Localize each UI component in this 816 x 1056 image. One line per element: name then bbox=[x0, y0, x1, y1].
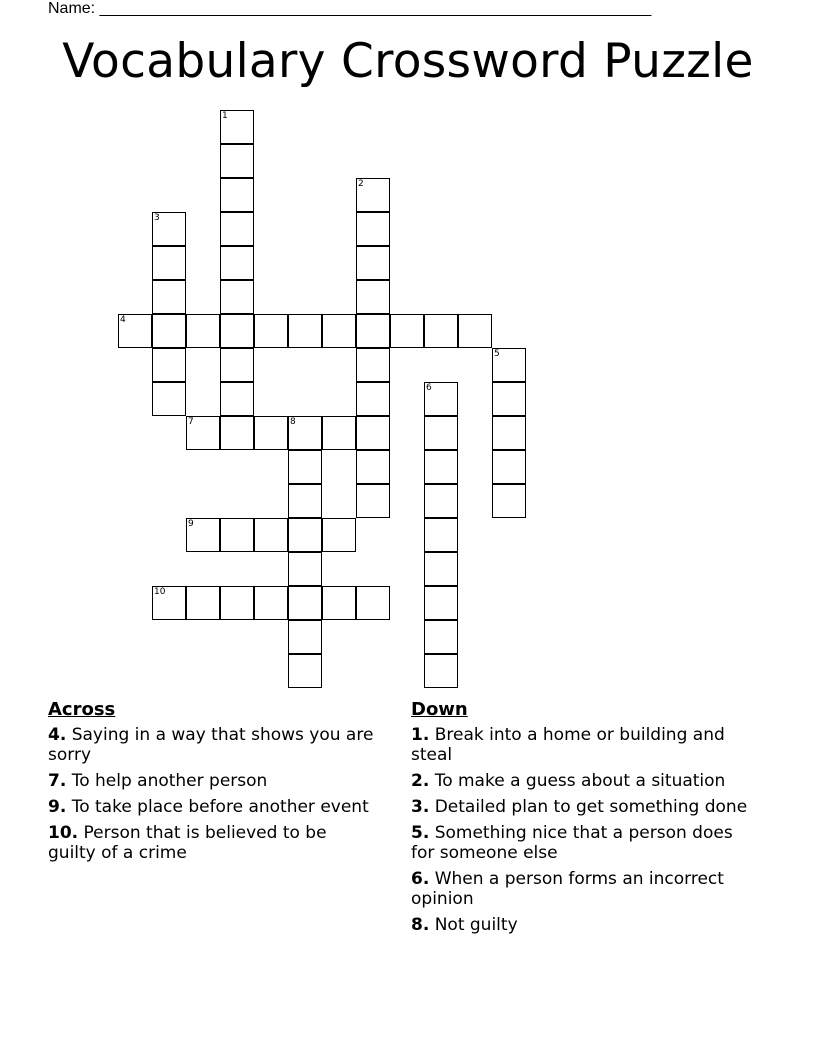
grid-cell[interactable] bbox=[322, 518, 356, 552]
cell-number: 10 bbox=[154, 587, 166, 597]
page-title: Vocabulary Crossword Puzzle bbox=[62, 34, 754, 89]
clue-number: 5. bbox=[411, 823, 430, 843]
grid-cell[interactable] bbox=[152, 212, 186, 246]
grid-cell[interactable] bbox=[492, 484, 526, 518]
grid-cell[interactable] bbox=[356, 450, 390, 484]
grid-cell[interactable] bbox=[492, 450, 526, 484]
grid-cell[interactable] bbox=[220, 280, 254, 314]
cell-number: 6 bbox=[426, 383, 432, 393]
grid-cell[interactable] bbox=[288, 586, 322, 620]
cell-number: 5 bbox=[494, 349, 500, 359]
cell-number: 8 bbox=[290, 417, 296, 427]
grid-cell[interactable] bbox=[356, 246, 390, 280]
grid-cell[interactable] bbox=[356, 484, 390, 518]
clue-number: 1. bbox=[411, 725, 430, 745]
grid-cell[interactable] bbox=[356, 416, 390, 450]
grid-cell[interactable] bbox=[322, 586, 356, 620]
clue-text: Break into a home or building and steal bbox=[411, 725, 725, 765]
grid-cell[interactable] bbox=[322, 416, 356, 450]
grid-cell[interactable] bbox=[254, 314, 288, 348]
grid-cell[interactable] bbox=[152, 382, 186, 416]
clue-text: When a person forms an incorrect opinion bbox=[411, 869, 724, 909]
grid-cell[interactable] bbox=[220, 144, 254, 178]
down-heading: Down bbox=[411, 699, 468, 720]
grid-cell[interactable] bbox=[424, 620, 458, 654]
across-heading: Across bbox=[48, 699, 116, 720]
clue-down-3 bbox=[411, 797, 756, 817]
grid-cell[interactable] bbox=[424, 484, 458, 518]
clue-text: To take place before another event bbox=[66, 797, 369, 817]
clue-text: Person that is believed to be guilty of a crime bbox=[48, 823, 327, 863]
grid-cell[interactable] bbox=[220, 586, 254, 620]
grid-cell[interactable] bbox=[288, 484, 322, 518]
clue-number: 7. bbox=[48, 771, 67, 791]
grid-cell[interactable] bbox=[152, 348, 186, 382]
grid-cell[interactable] bbox=[254, 518, 288, 552]
clue-number: 9. bbox=[48, 797, 67, 817]
clue-down-2 bbox=[411, 771, 756, 791]
grid-cell[interactable] bbox=[458, 314, 492, 348]
grid-cell[interactable] bbox=[288, 518, 322, 552]
grid-cell[interactable] bbox=[220, 246, 254, 280]
grid-cell[interactable] bbox=[118, 314, 152, 348]
clue-across-4 bbox=[48, 725, 378, 765]
grid-cell[interactable] bbox=[220, 212, 254, 246]
grid-cell[interactable] bbox=[322, 314, 356, 348]
grid-cell[interactable] bbox=[254, 586, 288, 620]
clue-number: 4. bbox=[48, 725, 67, 745]
clue-across-7 bbox=[48, 771, 378, 791]
cell-number: 7 bbox=[188, 417, 194, 427]
grid-cell[interactable] bbox=[424, 450, 458, 484]
grid-cell[interactable] bbox=[220, 178, 254, 212]
clue-number: 6. bbox=[411, 869, 430, 889]
grid-cell[interactable] bbox=[390, 314, 424, 348]
grid-cell[interactable] bbox=[288, 450, 322, 484]
grid-cell[interactable] bbox=[288, 416, 322, 450]
grid-cell[interactable] bbox=[356, 382, 390, 416]
grid-cell[interactable] bbox=[288, 314, 322, 348]
grid-cell[interactable] bbox=[424, 382, 458, 416]
grid-cell[interactable] bbox=[356, 348, 390, 382]
grid-cell[interactable] bbox=[186, 314, 220, 348]
cell-number: 9 bbox=[188, 519, 194, 529]
cell-number: 1 bbox=[222, 111, 228, 121]
grid-cell[interactable] bbox=[220, 314, 254, 348]
clue-text: Detailed plan to get something done bbox=[429, 797, 748, 817]
clue-text: Not guilty bbox=[429, 915, 518, 935]
grid-cell[interactable] bbox=[254, 416, 288, 450]
grid-cell[interactable] bbox=[356, 586, 390, 620]
clue-across-10 bbox=[48, 823, 378, 863]
name-field[interactable]: Name: ______________________________________________________________ bbox=[48, 0, 652, 17]
clue-text: To make a guess about a situation bbox=[429, 771, 726, 791]
clue-down-8 bbox=[411, 915, 756, 935]
grid-cell[interactable] bbox=[424, 518, 458, 552]
grid-cell[interactable] bbox=[288, 654, 322, 688]
clue-across-9 bbox=[48, 797, 378, 817]
clue-number: 2. bbox=[411, 771, 430, 791]
grid-cell[interactable] bbox=[492, 348, 526, 382]
grid-cell[interactable] bbox=[186, 586, 220, 620]
grid-cell[interactable] bbox=[220, 382, 254, 416]
clue-number: 10. bbox=[48, 823, 79, 843]
grid-cell[interactable] bbox=[356, 314, 390, 348]
grid-cell[interactable] bbox=[288, 620, 322, 654]
grid-cell[interactable] bbox=[220, 518, 254, 552]
clue-text: Something nice that a person does for someone else bbox=[411, 823, 733, 863]
clue-number: 3. bbox=[411, 797, 430, 817]
grid-cell[interactable] bbox=[152, 280, 186, 314]
clue-down-5 bbox=[411, 823, 756, 863]
clue-number: 8. bbox=[411, 915, 430, 935]
grid-cell[interactable] bbox=[356, 212, 390, 246]
grid-cell[interactable] bbox=[220, 110, 254, 144]
across-clues bbox=[48, 700, 378, 869]
grid-cell[interactable] bbox=[424, 654, 458, 688]
grid-cell[interactable] bbox=[424, 552, 458, 586]
grid-cell[interactable] bbox=[356, 178, 390, 212]
grid-cell[interactable] bbox=[424, 586, 458, 620]
cell-number: 3 bbox=[154, 213, 160, 223]
grid-cell[interactable] bbox=[186, 518, 220, 552]
cell-number: 2 bbox=[358, 179, 364, 189]
grid-cell[interactable] bbox=[152, 246, 186, 280]
grid-cell[interactable] bbox=[424, 416, 458, 450]
grid-cell[interactable] bbox=[152, 314, 186, 348]
grid-cell[interactable] bbox=[152, 586, 186, 620]
grid-cell[interactable] bbox=[424, 314, 458, 348]
grid-cell[interactable] bbox=[288, 552, 322, 586]
grid-cell[interactable] bbox=[356, 280, 390, 314]
grid-cell[interactable] bbox=[492, 382, 526, 416]
grid-cell[interactable] bbox=[492, 416, 526, 450]
clue-down-6 bbox=[411, 869, 756, 909]
clue-down-1 bbox=[411, 725, 756, 765]
grid-cell[interactable] bbox=[220, 416, 254, 450]
grid-cell[interactable] bbox=[220, 348, 254, 382]
cell-number: 4 bbox=[120, 315, 126, 325]
down-clues bbox=[411, 700, 756, 941]
clue-text: To help another person bbox=[66, 771, 268, 791]
clue-text: Saying in a way that shows you are sorry bbox=[48, 725, 374, 765]
grid-cell[interactable] bbox=[186, 416, 220, 450]
